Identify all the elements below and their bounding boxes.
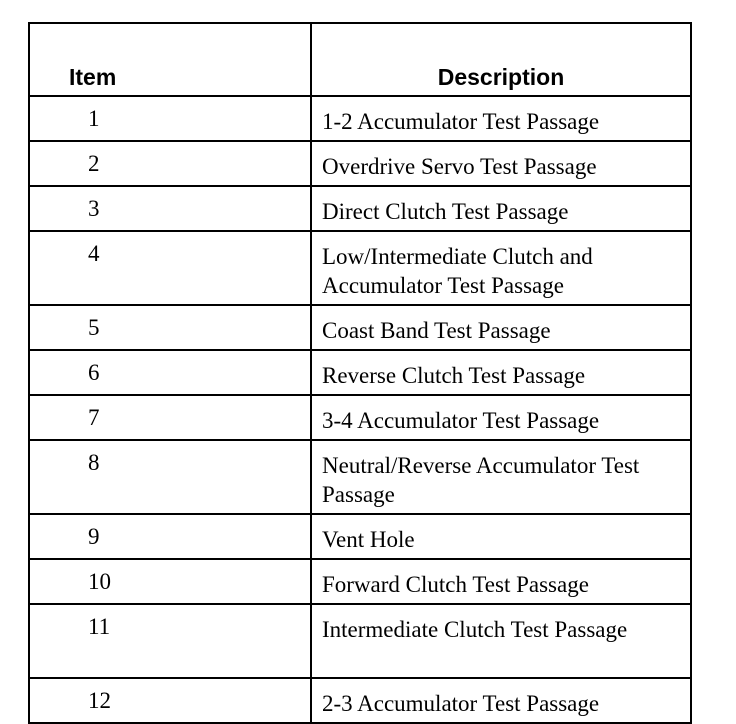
item-number: 10: [29, 559, 311, 604]
table-row: [29, 305, 691, 350]
header-description: Description: [311, 23, 691, 96]
table-row: [29, 350, 691, 395]
item-description: Intermediate Clutch Test Passage: [311, 604, 691, 678]
item-number: 6: [29, 350, 311, 395]
item-number: 12: [29, 678, 311, 723]
item-number: 9: [29, 514, 311, 559]
item-number: 8: [29, 440, 311, 514]
table-row: [29, 186, 691, 231]
table-row: [29, 141, 691, 186]
item-number: 4: [29, 231, 311, 305]
item-number: 1: [29, 96, 311, 141]
item-number: 5: [29, 305, 311, 350]
table-row: [29, 559, 691, 604]
table-row: [29, 395, 691, 440]
item-description: Direct Clutch Test Passage: [311, 186, 691, 231]
item-number: 2: [29, 141, 311, 186]
table-row: [29, 231, 691, 305]
item-number: 11: [29, 604, 311, 678]
table-row: [29, 604, 691, 678]
item-description: Low/Intermediate Clutch and Accumulator Test Passage: [311, 231, 691, 305]
item-description: Reverse Clutch Test Passage: [311, 350, 691, 395]
item-number: 3: [29, 186, 311, 231]
item-description: 3-4 Accumulator Test Passage: [311, 395, 691, 440]
item-description: 2-3 Accumulator Test Passage: [311, 678, 691, 723]
item-description: Forward Clutch Test Passage: [311, 559, 691, 604]
item-description: 1-2 Accumulator Test Passage: [311, 96, 691, 141]
table-row: [29, 514, 691, 559]
header-item: Item: [29, 23, 311, 96]
item-description: Coast Band Test Passage: [311, 305, 691, 350]
item-description: Neutral/Reverse Accumulator Test Passage: [311, 440, 691, 514]
table-row: [29, 96, 691, 141]
item-description: Overdrive Servo Test Passage: [311, 141, 691, 186]
item-number: 7: [29, 395, 311, 440]
table-row: [29, 678, 691, 723]
item-description: Vent Hole: [311, 514, 691, 559]
item-description-table: [28, 22, 692, 724]
table-row: [29, 440, 691, 514]
header-row: [29, 23, 691, 96]
